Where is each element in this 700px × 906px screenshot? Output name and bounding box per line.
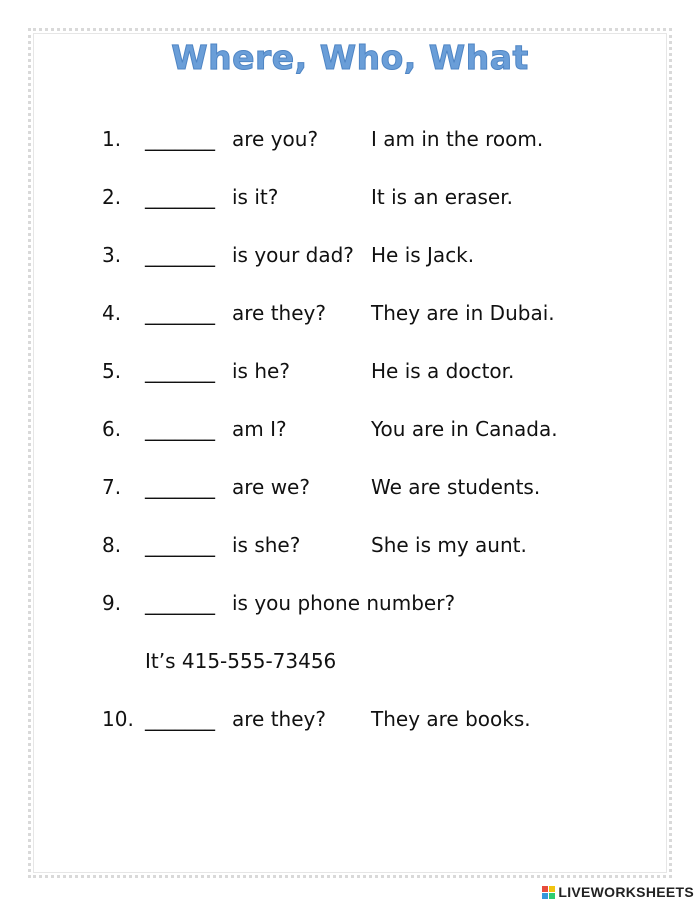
answer-blank[interactable]: _______: [145, 707, 215, 731]
question-text: is you phone number?: [232, 591, 456, 615]
answer-text: I am in the room.: [371, 127, 544, 151]
exercise-item: [0, 588, 700, 618]
logo-square: [542, 893, 548, 899]
answer-blank[interactable]: _______: [145, 475, 215, 499]
question-text: is she?: [232, 533, 301, 557]
exercise-item: [0, 356, 700, 386]
answer-blank[interactable]: _______: [145, 359, 215, 383]
answer-text: They are books.: [371, 707, 531, 731]
answer-text: It is an eraser.: [371, 185, 513, 209]
answer-blank[interactable]: _______: [145, 591, 215, 615]
question-text: am I?: [232, 417, 287, 441]
answer-blank[interactable]: _______: [145, 243, 215, 267]
brand-name: LIVEWORKSHEETS: [558, 884, 694, 900]
answer-text: He is Jack.: [371, 243, 475, 267]
item-number: 7.: [102, 475, 122, 499]
answer-text: We are students.: [371, 475, 541, 499]
exercise-item: [0, 704, 700, 734]
question-text: are we?: [232, 475, 310, 499]
item-number: 2.: [102, 185, 122, 209]
answer-blank[interactable]: _______: [145, 417, 215, 441]
exercise-item: [0, 472, 700, 502]
exercise-item: [0, 124, 700, 154]
item-number: 6.: [102, 417, 122, 441]
exercise-item: [0, 530, 700, 560]
answer-text: You are in Canada.: [371, 417, 558, 441]
item-number: 8.: [102, 533, 122, 557]
question-text: is he?: [232, 359, 290, 383]
question-text: is your dad?: [232, 243, 354, 267]
exercise-item: [0, 414, 700, 444]
answer-text: It’s 415-555-73456: [145, 649, 337, 673]
exercise-item: [0, 182, 700, 212]
answer-text: They are in Dubai.: [371, 301, 555, 325]
question-text: is it?: [232, 185, 279, 209]
exercise-item-answer-line: [0, 646, 700, 676]
answer-blank[interactable]: _______: [145, 127, 215, 151]
answer-text: She is my aunt.: [371, 533, 527, 557]
item-number: 9.: [102, 591, 122, 615]
exercise-item: [0, 240, 700, 270]
logo-square: [542, 886, 548, 892]
item-number: 5.: [102, 359, 122, 383]
worksheet-title: Where, Who, What: [171, 38, 529, 77]
item-number: 4.: [102, 301, 122, 325]
logo-square: [549, 893, 555, 899]
answer-blank[interactable]: _______: [145, 533, 215, 557]
logo-square: [549, 886, 555, 892]
question-text: are you?: [232, 127, 319, 151]
question-text: are they?: [232, 301, 326, 325]
logo-squares-icon: [542, 886, 555, 899]
item-number: 10.: [102, 707, 134, 731]
item-number: 3.: [102, 243, 122, 267]
answer-blank[interactable]: _______: [145, 301, 215, 325]
question-text: are they?: [232, 707, 326, 731]
exercise-item: [0, 298, 700, 328]
item-number: 1.: [102, 127, 122, 151]
worksheet-border: [28, 28, 672, 878]
liveworksheets-logo: [542, 884, 694, 900]
answer-text: He is a doctor.: [371, 359, 515, 383]
answer-blank[interactable]: _______: [145, 185, 215, 209]
